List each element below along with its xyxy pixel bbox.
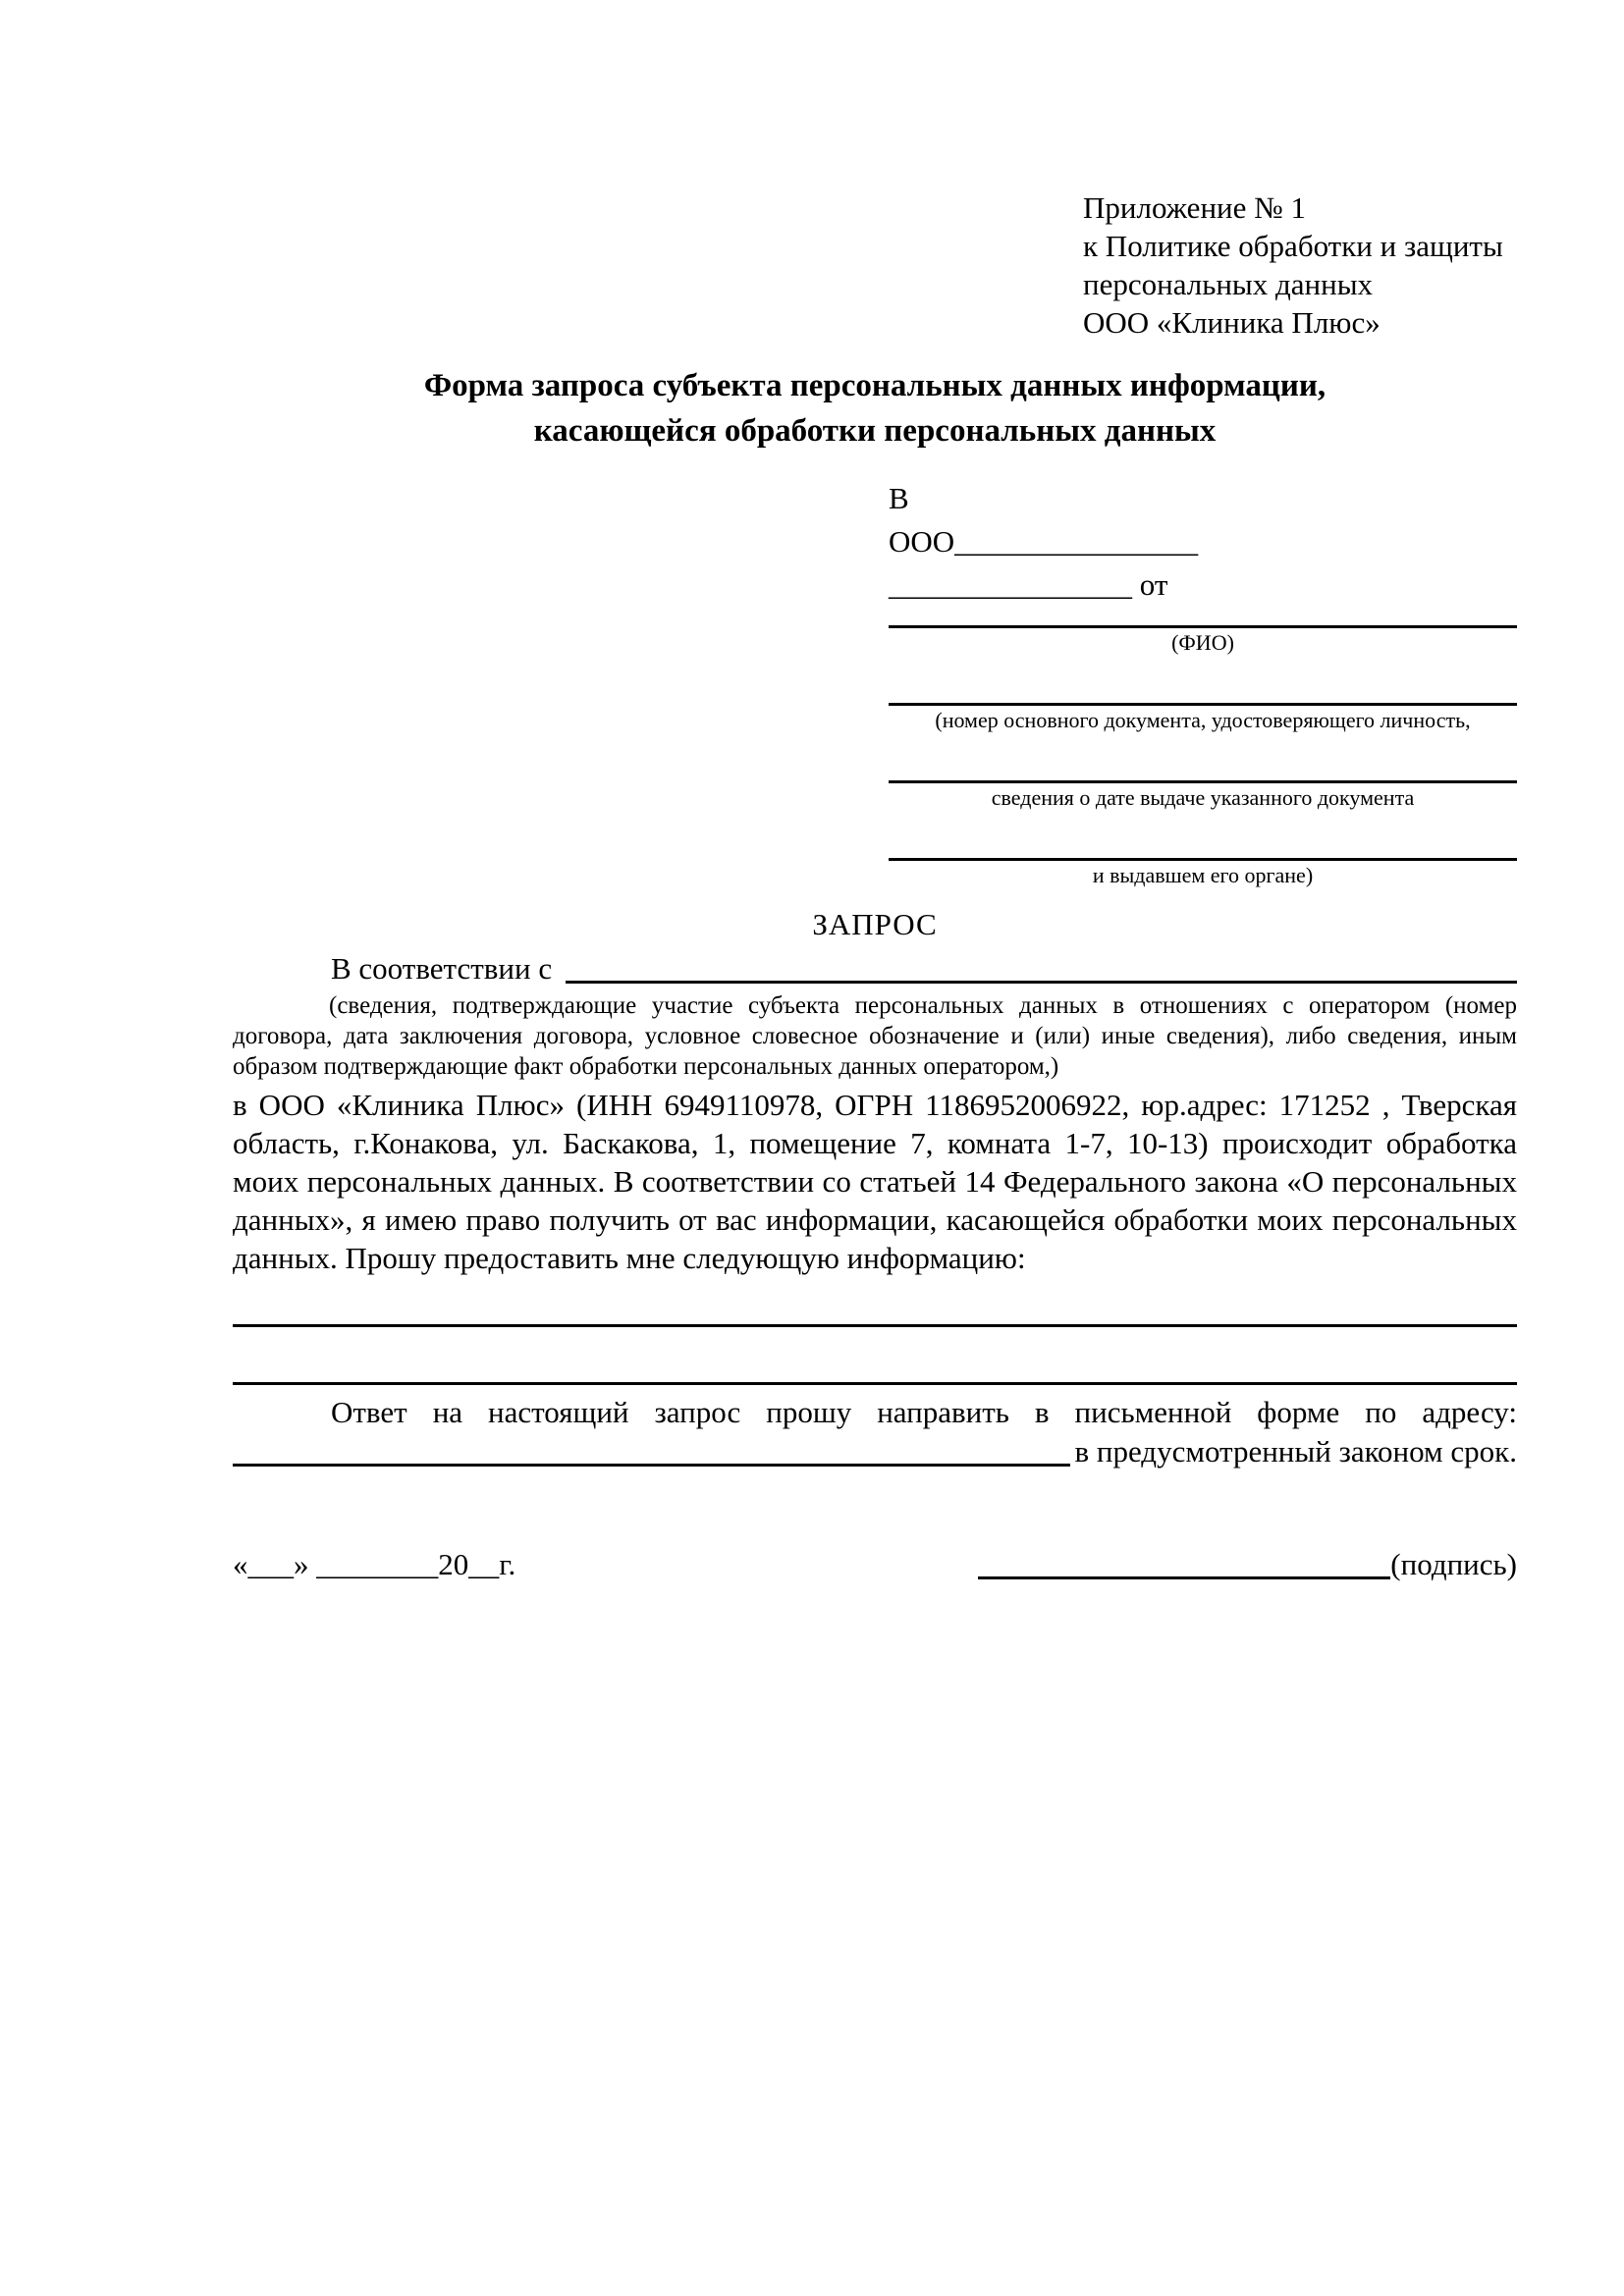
annex-line: Приложение № 1 bbox=[1083, 190, 1306, 225]
document-number-blank-line bbox=[889, 703, 1517, 706]
issuing-authority-caption: и выдавшем его органе) bbox=[1092, 863, 1314, 887]
annex-line: персональных данных bbox=[1083, 267, 1374, 301]
fio-caption: (ФИО) bbox=[1171, 630, 1234, 655]
information-blank-line-1 bbox=[233, 1324, 1517, 1327]
reply-address-sentence: Ответ на настоящий запрос прошу направить в письменной форме по адресу: bbox=[331, 1395, 1517, 1429]
signature-caption: (подпись) bbox=[1390, 1547, 1517, 1581]
signature-blank-line bbox=[978, 1576, 1390, 1579]
accordance-blank-line bbox=[566, 981, 1517, 984]
accordance-line bbox=[233, 949, 1517, 988]
company-name-blank-line: ООО________________ bbox=[889, 524, 1199, 559]
page-title bbox=[233, 363, 1517, 454]
addressee-block bbox=[889, 477, 1517, 888]
issue-date-blank-line bbox=[889, 780, 1517, 783]
addressee-to-label: В bbox=[889, 481, 909, 515]
reply-tail-text: в предусмотренный законом срок. bbox=[1074, 1434, 1517, 1468]
annex-line: к Политике обработки и защиты bbox=[1083, 229, 1503, 263]
issuing-authority-blank-line bbox=[889, 858, 1517, 861]
date-blank-line: «___» ________20__г. bbox=[233, 1547, 516, 1581]
issue-date-field bbox=[889, 780, 1517, 811]
annex-reference-block bbox=[1083, 188, 1517, 342]
from-blank-line: ________________ от bbox=[889, 567, 1168, 602]
page-title-line-1: Форма запроса субъекта персональных данных информации, bbox=[423, 368, 1326, 403]
issuing-authority-field bbox=[889, 858, 1517, 888]
date-signature-row bbox=[233, 1544, 1517, 1585]
reply-address-blank-line bbox=[233, 1464, 1070, 1467]
page-title-line-2: касающейся обработки персональных данных bbox=[533, 413, 1217, 449]
fio-blank-line bbox=[889, 625, 1517, 628]
signature-group bbox=[978, 1544, 1517, 1585]
request-heading: ЗАПРОС bbox=[812, 907, 938, 941]
fio-field bbox=[889, 625, 1517, 656]
request-body-paragraph: в ООО «Клиника Плюс» (ИНН 6949110978, ОГРН 1186952006922, юр.адрес: 171252 , Тверская область, г.Конакова, ул. Баскакова, 1, помещение 7, комната 1-7, 10-13) происходит обработка моих персональных данных. В соответствии со статьей 14 Федерального закона «О персональных данных», я имею право получить от вас информации, касающейся обработки моих персональных данных. Прошу предоставить мне следующую информацию: bbox=[233, 1088, 1517, 1275]
information-blank-line-2 bbox=[233, 1382, 1517, 1385]
issue-date-caption: сведения о дате выдаче указанного документа bbox=[991, 785, 1415, 810]
reply-address-line bbox=[233, 1432, 1517, 1471]
annex-line: ООО «Клиника Плюс» bbox=[1083, 305, 1380, 340]
accordance-prefix: В соответствии с bbox=[331, 951, 553, 986]
document-number-field bbox=[889, 703, 1517, 733]
page-content bbox=[233, 0, 1517, 1585]
accordance-caption: (сведения, подтверждающие участие субъекта персональных данных в отношениях с оператором (номер договора, дата заключения договора, условное словесное обозначение и (или) иные сведения), либо сведения, иным образом подтверждающие факт обработки персональных данных оператором,) bbox=[233, 992, 1517, 1080]
document-number-caption: (номер основного документа, удостоверяющего личность, bbox=[935, 708, 1471, 732]
